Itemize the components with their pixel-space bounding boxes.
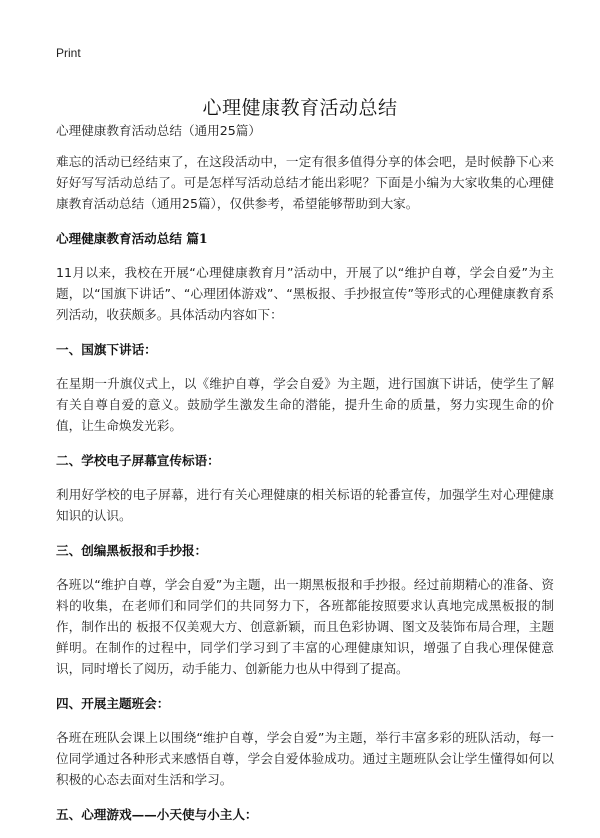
page-title: 心理健康教育活动总结	[202, 96, 398, 119]
article-heading: 心理健康教育活动总结 篇1	[56, 231, 208, 246]
section-heading: 四、开展主题班会：	[56, 696, 170, 711]
section-3	[56, 540, 554, 679]
section-1	[56, 339, 554, 436]
intro-paragraph: 难忘的活动已经结束了，在这段活动中，一定有很多值得分享的体会吧，是时候静下心来好好写写活动总结了。可是怎样写活动总结才能出彩呢？下面是小编为大家收集的心理健康教育活动总结（通用25篇），仅供参考，希望能够帮助到大家。	[56, 154, 554, 211]
section-2	[56, 450, 554, 526]
section-heading: 五、心理游戏——小天使与小主人：	[56, 807, 258, 822]
section-4	[56, 693, 554, 790]
section-5	[56, 804, 554, 825]
article-lead-paragraph: 11月以来，我校在开展“心理健康教育月”活动中，开展了以“维护自尊，学会自爱”为主题，以“国旗下讲话”、“心理团体游戏”、“黑板报、手抄报宣传”等形式的心理健康教育系列活动，收获颇多。具体活动内容如下：	[56, 265, 554, 322]
section-paragraph: 在星期一升旗仪式上，以《维护自尊，学会自爱》为主题，进行国旗下讲话，使学生了解有关自尊自爱的意义。鼓励学生激发生命的潜能，提升生命的质量，努力实现生命的价值，让生命焕发光彩。	[56, 376, 554, 433]
section-paragraph: 各班在班队会课上以围绕“维护自尊，学会自爱”为主题，举行丰富多彩的班队活动，每一位同学通过各种形式来感悟自尊，学会自爱体验成功。通过主题班队会让学生懂得如何以积极的心态去面对生活和学习。	[56, 730, 554, 787]
section-paragraph: 各班以“维护自尊，学会自爱”为主题，出一期黑板报和手抄报。经过前期精心的准备、资料的收集，在老师们和同学们的共同努力下，各班都能按照要求认真地完成黑板报的制作，制作出的 板报不仅美观大方、创意新颖，而且色彩协调、图文及装饰布局合理，主题鲜明。在制作的过程中，同学们学习到了丰富的心理健康知识，增强了自我心理保健意识，同时增长了阅历，动手能力、创新能力也从中得到了提高。	[56, 577, 554, 676]
section-paragraph: 利用好学校的电子屏幕，进行有关心理健康的相关标语的轮番宣传，加强学生对心理健康知识的认识。	[56, 487, 554, 523]
document-subtitle: 心理健康教育活动总结（通用25篇）	[56, 123, 261, 138]
section-heading: 一、国旗下讲话：	[56, 342, 157, 357]
section-heading: 三、创编黑板报和手抄报：	[56, 543, 208, 558]
section-heading: 二、学校电子屏幕宣传标语：	[56, 453, 220, 468]
document-body	[56, 120, 554, 838]
print-label[interactable]: Print	[56, 46, 81, 60]
